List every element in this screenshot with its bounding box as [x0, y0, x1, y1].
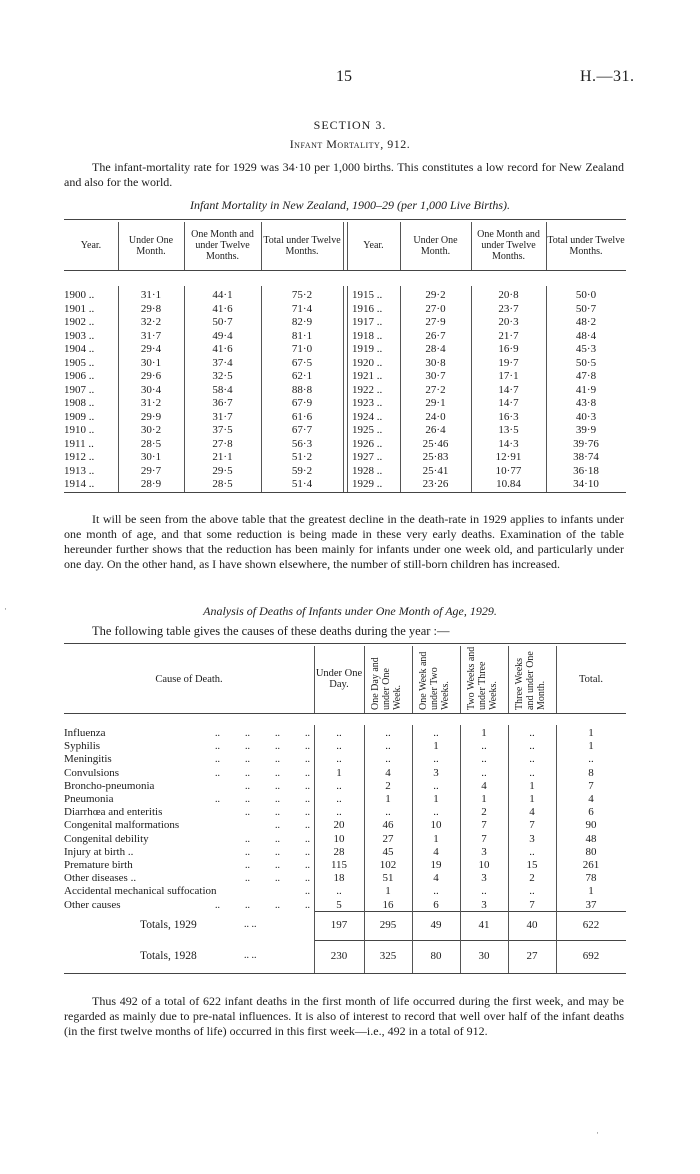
cause-value-cell: ..	[336, 885, 342, 898]
right-cell: 23·26	[422, 478, 449, 490]
total-value-cell: 49	[430, 919, 442, 931]
right-cell: 25·83	[422, 451, 449, 463]
margin-mark-bottom: ·	[596, 1128, 599, 1138]
cause-value-cell: ..	[433, 806, 439, 819]
cause-value-cell: 3	[529, 832, 535, 845]
total-value-cell: 692	[582, 950, 600, 962]
left-cell: 30·1	[140, 356, 162, 369]
right-cell: 1916 ..	[352, 302, 383, 315]
left-cell: 71·4	[291, 302, 313, 315]
cause-value-cell: 1	[529, 779, 535, 792]
header-total: Total.	[578, 674, 604, 685]
right-cell: 1924 ..	[352, 410, 383, 423]
cause-value-cell: 1	[481, 727, 487, 739]
margin-mark: ·	[4, 604, 7, 614]
left-cell: 28·5	[212, 478, 233, 490]
left-cell: 88·8	[291, 383, 313, 396]
left-cell: 1905 ..	[64, 356, 95, 369]
right-cell: 1929 ..	[352, 478, 383, 490]
left-cell: 58·4	[212, 383, 233, 396]
left-cell: 32·2	[140, 316, 162, 328]
left-cell: 1908 ..	[64, 397, 95, 409]
right-cell: 39·76	[573, 437, 599, 450]
left-cell: 82·9	[291, 316, 313, 328]
left-cell: 31·2	[140, 397, 162, 409]
right-cell: 14·7	[498, 397, 519, 409]
cause-label: Influenza	[64, 727, 106, 739]
left-cell: 1906 ..	[64, 370, 95, 382]
cause-value-cell: 4	[385, 766, 391, 779]
intro-paragraph: The infant-mortality rate for 1929 was 34·10 per 1,000 births. This constitutes a low record for New Zealand and also for the world.	[64, 160, 624, 189]
cause-value-cell: 1	[588, 727, 594, 739]
cause-value-cell: 16	[382, 898, 394, 911]
cause-value-cell: 115	[330, 859, 348, 871]
cause-value-cell: ..	[529, 885, 535, 898]
right-cell: 41·9	[575, 383, 597, 396]
left-cell: 29·6	[140, 370, 162, 382]
left-cell: 30·2	[140, 424, 162, 436]
left-cell: 50·7	[212, 316, 233, 328]
leader-dots: .. .. ..	[245, 873, 310, 885]
cause-value-cell: 1	[385, 793, 391, 805]
cause-value-cell: 28	[333, 845, 345, 858]
cause-value-cell: 18	[333, 872, 345, 885]
cause-label: Pneumonia	[64, 793, 114, 805]
cause-label: Convulsions	[64, 766, 120, 779]
total-value-cell: 197	[330, 919, 348, 931]
leader-dots: .. .. .. ..	[215, 741, 310, 753]
right-total-column	[546, 289, 626, 492]
right-cell: 1917 ..	[352, 316, 383, 328]
right-cell: 47·8	[575, 370, 597, 382]
cause-value-cell: 2	[385, 779, 391, 792]
cause-value-cell: 78	[585, 872, 597, 885]
right-cell: 38·74	[573, 451, 599, 463]
right-cell: 27·9	[425, 316, 446, 328]
cause-value-cell: 7	[529, 898, 535, 911]
left-year-column	[64, 289, 118, 492]
cause-value-cell: 51	[382, 872, 394, 885]
right-cell: 1927 ..	[352, 451, 383, 463]
right-cell: 30·8	[425, 356, 446, 369]
cause-value-cell: 27	[382, 832, 394, 845]
left-cell: 71·0	[291, 343, 313, 355]
right-cell: 12·91	[495, 451, 522, 463]
leader-dots: ..	[305, 886, 310, 898]
cause-value-cell: 1	[385, 885, 391, 898]
right-cell: 13·5	[498, 424, 519, 436]
cause-label: Premature birth	[64, 859, 133, 871]
header-under-one-month-left: Under One Month.	[128, 235, 174, 257]
cause-value-cell: 46	[382, 819, 394, 832]
cause-value-cell: 4	[588, 793, 594, 805]
right-cell: 1920 ..	[352, 356, 383, 369]
cause-value-cell: 15	[526, 859, 538, 871]
left-cell: 1913 ..	[64, 464, 95, 477]
leader-dots: .. .. ..	[245, 807, 310, 819]
left-total-column	[261, 289, 343, 492]
left-cell: 1914 ..	[64, 478, 95, 490]
right-cell: 34·10	[573, 478, 599, 490]
left-cell: 61·6	[291, 410, 313, 423]
right-cell: 14·3	[498, 437, 519, 450]
leader-dots: .. .. .. ..	[215, 794, 310, 805]
leader-dots: .. .. .. ..	[215, 754, 310, 766]
cause-value-cell: 10	[430, 819, 442, 832]
left-cell: 30·1	[140, 451, 162, 463]
cause-value-cell: ..	[385, 753, 391, 766]
right-cell: 36·18	[573, 464, 599, 477]
cause-label: Injury at birth ..	[64, 845, 134, 858]
total-value-cell: 325	[379, 950, 397, 962]
right-cell: 19·7	[498, 356, 519, 369]
cause-value-cell: 1	[481, 793, 487, 805]
cause-value-cell: 5	[336, 898, 342, 911]
right-cell: 40·3	[575, 410, 597, 423]
header-year-right: Year.	[363, 240, 384, 251]
total-value-cell: 295	[379, 919, 397, 931]
header-year-left: Year.	[80, 240, 102, 251]
leader-dots: .. .. ..	[245, 846, 310, 858]
cause-value-cell: ..	[588, 753, 594, 766]
cause-value-cell: ..	[529, 740, 535, 753]
cause-value-cell: ..	[336, 779, 342, 792]
leader-dots: .. ..	[275, 820, 310, 832]
cause-label: Congenital malformations	[64, 819, 180, 832]
cause-value-cell: ..	[529, 766, 535, 779]
left-cell: 67·7	[291, 424, 313, 436]
cause-value-cell: ..	[529, 727, 535, 739]
cause-value-cell: ..	[385, 806, 391, 819]
right-cell: 14·7	[498, 383, 519, 396]
right-year-column	[352, 289, 400, 492]
cause-value-cell: 4	[529, 806, 535, 819]
cause-value-cell: ..	[433, 885, 439, 898]
leader-dots: .. .. .. ..	[215, 728, 310, 739]
right-cell: 1922 ..	[352, 383, 383, 396]
left-cell: 1904 ..	[64, 343, 95, 355]
left-cell: 28·9	[140, 478, 162, 490]
cause-value-cell: 6	[588, 806, 594, 819]
header-total-left: Total under Twelve Months.	[263, 235, 341, 257]
left-cell: 29·8	[140, 302, 162, 315]
cause-value-cell: 7	[481, 819, 487, 832]
cause-value-cell: 37	[585, 898, 597, 911]
cause-value-cell: 1	[529, 793, 535, 805]
cause-value-cell: 19	[430, 859, 442, 871]
right-cell: 48·4	[575, 329, 597, 342]
cause-value-cell: ..	[336, 753, 342, 766]
left-cell: 29·7	[140, 464, 162, 477]
leader-dots: .. .. ..	[245, 860, 310, 871]
header-under-one-day: Under One Day.	[315, 668, 363, 690]
cause-value-cell: ..	[529, 753, 535, 766]
header-under-one-month-right: Under One Month.	[413, 235, 458, 257]
left-cell: 1900 ..	[64, 289, 95, 301]
cause-value-cell: ..	[336, 727, 342, 739]
left-under-one-month-column	[118, 289, 184, 492]
right-cell: 16·3	[498, 410, 519, 423]
right-cell: 30·7	[425, 370, 446, 382]
right-cell: 10·77	[495, 464, 522, 477]
right-cell: 48·2	[575, 316, 597, 328]
header-three-weeks-to-one-month: Three Weeks and under One Month.	[514, 651, 547, 710]
total-value-cell: 30	[478, 950, 490, 962]
right-cell: 17·1	[498, 370, 519, 382]
cause-value-cell: 80	[585, 845, 597, 858]
page-number: 15	[336, 68, 352, 85]
cause-value-cell: ..	[336, 740, 342, 753]
cause-value-cell: 10	[333, 832, 345, 845]
cause-value-cell: 10	[478, 859, 490, 871]
total-value-cell: 40	[526, 919, 538, 931]
cause-value-cell: 20	[333, 819, 345, 832]
left-cell: 36·7	[212, 397, 233, 409]
left-cell: 32·5	[212, 370, 233, 382]
cause-value-cell: ..	[481, 766, 487, 779]
table2-caption: Analysis of Deaths of Infants under One Month of Age, 1929.	[203, 604, 497, 618]
section-title: SECTION 3.	[313, 118, 387, 132]
left-cell: 67·5	[291, 356, 313, 369]
cause-value-cell: ..	[481, 885, 487, 898]
left-cell: 29·5	[212, 464, 233, 477]
left-cell: 28·5	[140, 437, 162, 450]
cause-value-cell: ..	[336, 793, 342, 805]
total-value-cell: 41	[478, 919, 490, 931]
left-cell: 1910 ..	[64, 424, 95, 436]
cause-value-cell: 7	[529, 819, 535, 832]
cause-value-cell: 8	[588, 766, 594, 779]
cause-value-cell: 3	[433, 766, 439, 779]
leader-dots: .. .. .. ..	[215, 767, 310, 779]
left-cell: 75·2	[291, 289, 313, 301]
left-cell: 1909 ..	[64, 410, 95, 423]
right-cell: 1926 ..	[352, 437, 383, 450]
right-cell: 10.84	[496, 478, 521, 490]
leader-dots: .. .. .. ..	[215, 899, 310, 911]
right-cell: 23·7	[498, 302, 519, 315]
left-cell: 1901 ..	[64, 302, 95, 315]
header-cause-of-death: Cause of Death.	[155, 674, 223, 685]
cause-value-cell: ..	[433, 779, 439, 792]
right-cell: 21·7	[498, 329, 519, 342]
totals-1928-label: Totals, 1928	[140, 950, 197, 962]
total-value-cell: 622	[582, 919, 600, 931]
right-cell: 24·0	[425, 410, 446, 423]
total-value-cell: 230	[330, 950, 348, 962]
cause-value-cell: 102	[379, 859, 397, 871]
section-subtitle: Infant Mortality, 912.	[289, 137, 411, 151]
cause-value-cell: 45	[382, 845, 394, 858]
left-cell: 67·9	[291, 397, 313, 409]
left-cell: 59·2	[291, 464, 313, 477]
right-cell: 27·0	[425, 302, 446, 315]
right-under-one-month-column	[400, 289, 471, 492]
header-one-to-two-weeks: One Week and under Two Weeks.	[418, 651, 451, 710]
right-cell: 39·9	[575, 424, 597, 436]
right-cell: 1915 ..	[352, 289, 383, 301]
cause-value-cell: 3	[481, 898, 487, 911]
left-one-to-twelve-column	[184, 289, 261, 492]
left-cell: 41·6	[212, 302, 233, 315]
cause-label: Other causes	[64, 898, 121, 911]
cause-value-cell: 4	[481, 779, 487, 792]
right-cell: 29·2	[425, 289, 446, 301]
right-cell: 50·7	[575, 302, 597, 315]
cause-label: Other diseases ..	[64, 872, 137, 885]
left-cell: 31·7	[140, 329, 162, 342]
left-cell: 29·4	[140, 343, 162, 355]
cause-value-cell: 7	[588, 779, 594, 792]
header-one-to-twelve-left: One Month and under Twelve Months.	[191, 229, 254, 262]
leader-dots: .. .. ..	[245, 780, 310, 792]
left-cell: 1912 ..	[64, 451, 95, 463]
total-value-cell: 27	[526, 950, 538, 962]
cause-label: Accidental mechanical suffocation	[64, 885, 217, 898]
right-cell: 25·41	[422, 464, 449, 477]
right-cell: 26·7	[425, 329, 446, 342]
right-cell: 20·3	[498, 316, 519, 328]
right-cell: 45·3	[575, 343, 597, 355]
cause-value-cell: 3	[481, 845, 487, 858]
cause-label: Congenital debility	[64, 832, 149, 845]
header-total-right: Total under Twelve Months.	[547, 235, 625, 257]
cause-value-cell: 48	[585, 832, 597, 845]
cause-value-cell: 6	[433, 898, 439, 911]
right-cell: 20·8	[498, 289, 519, 301]
total-value-cell: 80	[430, 950, 442, 962]
cause-value-cell: 261	[582, 859, 600, 871]
cause-value-cell: ..	[433, 753, 439, 766]
left-cell: 29·9	[140, 410, 162, 423]
cause-value-cell: 3	[481, 872, 487, 885]
left-cell: 30·4	[140, 383, 162, 396]
document-code: H.—31.	[580, 68, 635, 85]
left-cell: 51·2	[291, 451, 313, 463]
cause-value-cell: 2	[529, 872, 535, 885]
right-cell: 28·4	[425, 343, 446, 355]
cause-label: Diarrhœa and enteritis	[64, 806, 163, 819]
left-cell: 37·4	[212, 356, 233, 369]
right-cell: 16·9	[498, 343, 519, 355]
left-cell: 1907 ..	[64, 383, 95, 396]
cause-label: Syphilis	[64, 740, 101, 753]
cause-value-cell: 1	[433, 740, 439, 753]
right-cell: 43·8	[575, 397, 597, 409]
cause-value-cell: 1	[588, 740, 594, 753]
totals-1928-dots: .. ..	[244, 950, 257, 961]
left-cell: 62·1	[291, 370, 313, 382]
cause-value-cell: 4	[433, 845, 439, 858]
left-cell: 21·1	[212, 451, 233, 463]
left-cell: 81·1	[291, 329, 313, 342]
cause-value-cell: 1	[433, 832, 439, 845]
cause-value-cell: ..	[481, 753, 487, 766]
right-cell: 1928 ..	[352, 464, 383, 477]
left-cell: 27·8	[212, 437, 233, 450]
table1-caption: Infant Mortality in New Zealand, 1900–29 (per 1,000 Live Births).	[190, 198, 510, 212]
right-one-to-twelve-column	[471, 289, 546, 492]
cause-value-cell: 90	[585, 819, 597, 832]
left-cell: 41·6	[212, 343, 233, 355]
cause-value-cell: ..	[385, 740, 391, 753]
left-cell: 37·5	[212, 424, 233, 436]
cause-value-cell: 7	[481, 832, 487, 845]
totals-1929-dots: .. ..	[244, 919, 257, 930]
right-cell: 1918 ..	[352, 329, 383, 342]
right-cell: 25·46	[422, 437, 449, 450]
left-cell: 1902 ..	[64, 316, 95, 328]
cause-value-cell: 1	[588, 885, 594, 898]
cause-label: Meningitis	[64, 753, 112, 766]
table2-lead: The following table gives the causes of these deaths during the year :—	[92, 624, 450, 638]
left-cell: 44·1	[212, 289, 233, 301]
cause-label: Broncho-pneumonia	[64, 779, 155, 792]
conclusion-paragraph: Thus 492 of a total of 622 infant deaths in the first month of life occurred during the first week, and may be regarded as mainly due to pre-natal influences. It is also of interest to record that well over half of the infant deaths (in the first twelve months of life) occurred in this first week—i.e., 492 in a total of 912.	[64, 994, 624, 1038]
cause-value-cell: 4	[433, 872, 439, 885]
right-cell: 26·4	[425, 424, 446, 436]
decline-paragraph: It will be seen from the above table that the greatest decline in the death-rate in 1929 applies to infants under one month of age, and that some reduction is being made in these very early deaths. Examination of the table hereunder further shows that the reduction has been mainly for infants under one week old, and particularly under one day. On the other hand, as I have shown elsewhere, the number of still-born children has increased.	[64, 512, 624, 571]
left-cell: 51·4	[291, 478, 313, 490]
left-cell: 1911 ..	[64, 437, 94, 450]
left-cell: 49·4	[212, 329, 233, 342]
cause-value-cell: 1	[433, 793, 439, 805]
left-cell: 1903 ..	[64, 329, 95, 342]
cause-value-cell: ..	[385, 727, 391, 739]
cause-value-cell: 2	[481, 806, 487, 819]
header-one-to-twelve-right: One Month and under Twelve Months.	[477, 229, 540, 262]
right-cell: 27·2	[425, 383, 446, 396]
cause-value-cell: ..	[336, 806, 342, 819]
cause-value-cell: ..	[529, 845, 535, 858]
totals-1929-label: Totals, 1929	[140, 919, 197, 931]
header-one-day-to-one-week: One Day and under One Week.	[370, 657, 403, 710]
left-cell: 31·7	[212, 410, 233, 423]
left-cell: 56·3	[291, 437, 313, 450]
cause-value-cell: 1	[336, 766, 342, 779]
leader-dots: .. .. ..	[245, 833, 310, 845]
right-cell: 1919 ..	[352, 343, 383, 355]
left-cell: 31·1	[140, 289, 162, 301]
right-cell: 50·0	[575, 289, 597, 301]
right-cell: 1923 ..	[352, 397, 383, 409]
right-cell: 1925 ..	[352, 424, 383, 436]
header-two-to-three-weeks: Two Weeks and under Three Weeks.	[466, 646, 499, 710]
cause-value-cell: ..	[481, 740, 487, 753]
right-cell: 1921 ..	[352, 370, 383, 382]
right-cell: 50·5	[575, 356, 597, 369]
cause-value-cell: ..	[433, 727, 439, 739]
right-cell: 29·1	[425, 397, 446, 409]
